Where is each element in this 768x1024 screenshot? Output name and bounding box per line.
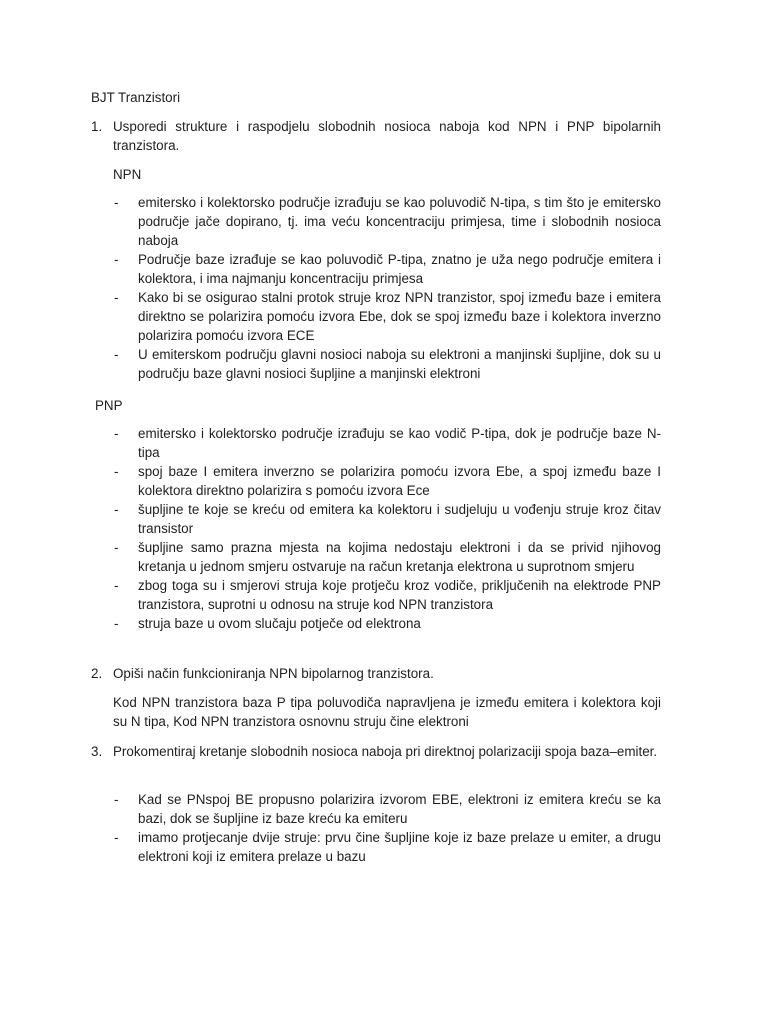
dash-marker: -: [114, 347, 119, 362]
list-item: [0, 462, 661, 500]
dash-marker: -: [114, 616, 119, 631]
dash-marker: -: [114, 502, 119, 517]
npn-bullet-list: [0, 193, 661, 383]
pnp-heading: PNP: [95, 398, 123, 413]
question-1-number: 1.: [91, 119, 103, 134]
pnp-bullet-3: šupljine te koje se kreću od emitera ka kolektoru i sudjeluju u vođenju struje kroz čitav transistor: [138, 502, 661, 536]
npn-bullet-4: U emiterskom području glavni nosioci naboja su elektroni a manjinski šupljine, dok su u području baze glavni nosioci šupljine a manjinski elektroni: [138, 347, 661, 381]
pnp-bullet-5: zbog toga su i smjerovi struja koje protječu kroz vodiče, priključenih na elektrode PNP tranzistora, suprotni u odnosu na struje kod NPN tranzistora: [138, 578, 661, 612]
list-item: [0, 576, 661, 614]
dash-marker: -: [114, 252, 119, 267]
pnp-bullet-6: struja baze u ovom slučaju potječe od elektrona: [138, 616, 421, 631]
pnp-bullet-4: šupljine samo prazna mjesta na kojima nedostaju elektroni i da se privid njihovog kretanja u jednom smjeru ostvaruje na račun kretanja elektrona u suprotnom smjeru: [138, 540, 661, 574]
pnp-bullet-1: emitersko i kolektorsko područje izrađuju se kao vodič P-tipa, dok je područje baze N-tipa: [138, 426, 661, 460]
document-title: BJT Tranzistori: [91, 90, 181, 105]
list-item: [0, 345, 661, 383]
pnp-bullet-list: [0, 424, 661, 633]
dash-marker: -: [114, 540, 119, 555]
list-item: [0, 790, 661, 828]
question-1-text: Usporedi strukture i raspodjelu slobodnih nosioca naboja kod NPN i PNP bipolarnih tranzistora.: [113, 119, 661, 153]
answer-3-bullet-1: Kad se PNspoj BE propusno polarizira izvorom EBE, elektroni iz emitera kreću se ka bazi, dok se šupljine iz baze kreću ka emiteru: [138, 792, 661, 826]
answer-3-bullet-2: imamo protjecanje dvije struje: prvu čine šupljine koje iz baze prelaze u emiter, a drugu elektroni koji iz emitera prelaze u bazu: [138, 830, 661, 864]
pnp-bullet-2: spoj baze I emitera inverzno se polarizira pomoću izvora Ebe, a spoj između baze I kolektora direktno polarizira s pomoću izvora Ece: [138, 464, 661, 498]
npn-bullet-1: emitersko i kolektorsko područje izrađuju se kao poluvodič N-tipa, s tim što je emitersko područje jače dopirano, tj. ima veću koncentraciju primjesa, time i slobodnih nosioca naboja: [138, 195, 661, 248]
question-2-text: Opiši način funkcioniranja NPN bipolarnog tranzistora.: [113, 666, 434, 681]
dash-marker: -: [114, 195, 119, 210]
list-item: [0, 193, 661, 250]
dash-marker: -: [114, 830, 119, 845]
answer-3-bullet-list: [0, 790, 661, 866]
list-item: [0, 250, 661, 288]
list-item: [0, 424, 661, 462]
list-item: [0, 500, 661, 538]
npn-heading: NPN: [113, 167, 142, 182]
question-2-number: 2.: [91, 666, 103, 681]
dash-marker: -: [114, 792, 119, 807]
list-item: [0, 538, 661, 576]
npn-bullet-2: Područje baze izrađuje se kao poluvodič P-tipa, znatno je uža nego područje emitera i kolektora, i ima najmanju koncentraciju primjesa: [138, 252, 661, 286]
list-item: [0, 614, 661, 633]
answer-2-text: Kod NPN tranzistora baza P tipa poluvodiča napravljena je između emitera i kolektora koji su N tipa, Kod NPN tranzistora osnovnu struju čine elektroni: [113, 695, 661, 729]
dash-marker: -: [114, 290, 119, 305]
list-item: [0, 828, 661, 866]
question-3-number: 3.: [91, 744, 103, 759]
dash-marker: -: [114, 464, 119, 479]
list-item: [0, 288, 661, 345]
dash-marker: -: [114, 578, 119, 593]
question-3-text: Prokomentiraj kretanje slobodnih nosioca naboja pri direktnoj polarizaciji spoja baza–emiter.: [113, 744, 658, 759]
npn-bullet-3: Kako bi se osigurao stalni protok struje kroz NPN tranzistor, spoj između baze i emitera direktno se polarizira pomoću izvora Ebe, dok se spoj između baze i kolektora inverzno polarizira pomoću izvora ECE: [138, 290, 661, 343]
dash-marker: -: [114, 426, 119, 441]
